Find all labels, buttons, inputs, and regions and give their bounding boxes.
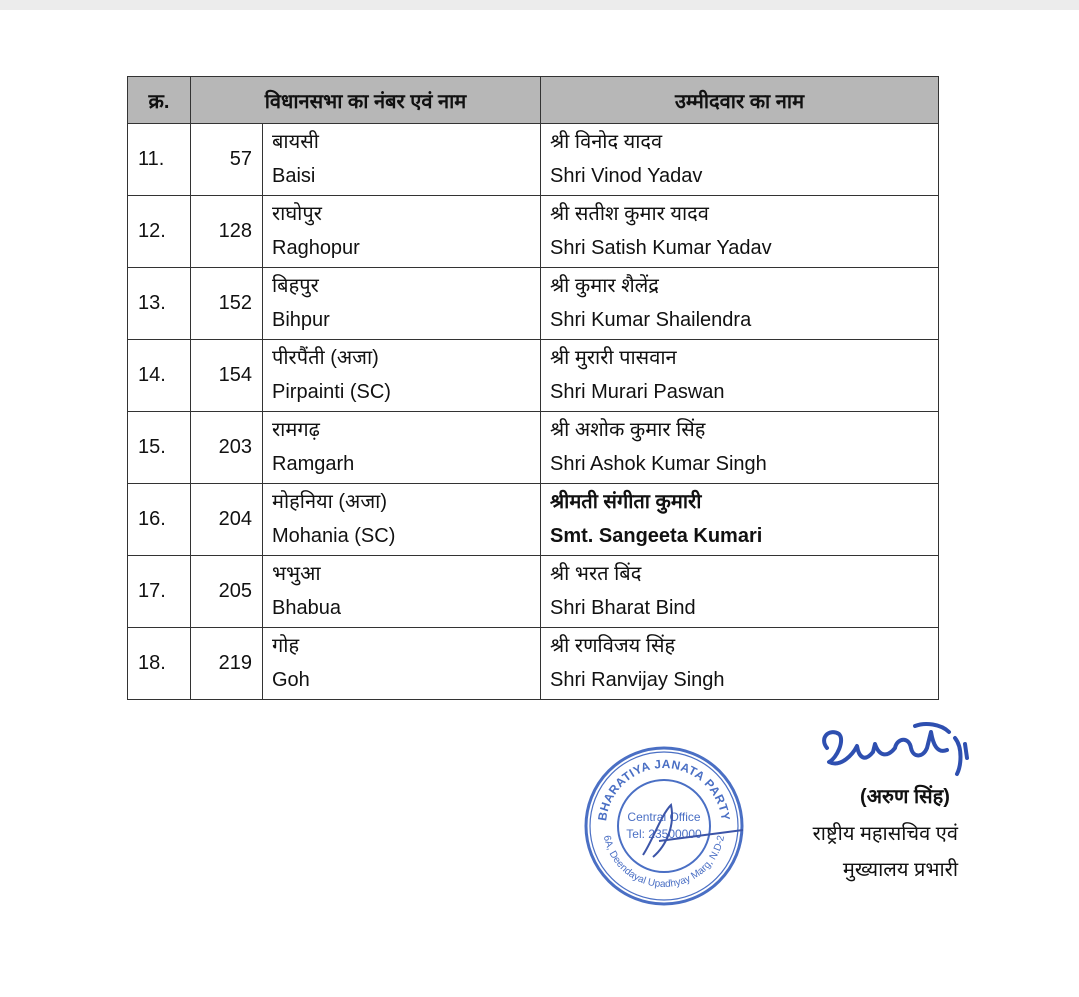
table-row [128,196,939,268]
candidate-name-cell [541,124,939,196]
serial-cell: 12. [128,196,191,268]
table-row [128,484,939,556]
constituency-name-cell [263,196,541,268]
constituency-name-hindi: राघोपुर [272,202,322,225]
constituency-name-english: Baisi [272,164,316,187]
constituency-number-cell: 128 [191,196,263,268]
serial-cell: 14. [128,340,191,412]
header-constituency: विधानसभा का नंबर एवं नाम [191,77,541,124]
constituency-name-cell [263,628,541,700]
candidate-name-hindi: श्री मुरारी पासवान [550,346,677,369]
constituency-name-english: Ramgarh [272,452,355,475]
constituency-name-hindi: रामगढ़ [272,418,320,441]
constituency-name-hindi: बिहपुर [272,274,319,297]
candidate-name-cell [541,340,939,412]
constituency-name-english: Mohania (SC) [272,524,396,547]
candidate-name-english: Shri Satish Kumar Yadav [550,236,772,259]
candidate-name-english: Shri Vinod Yadav [550,164,703,187]
stamp-center-line2: Tel: 23500000 [626,827,702,841]
constituency-name-english: Pirpainti (SC) [272,380,391,403]
candidate-name-cell [541,628,939,700]
table-row [128,556,939,628]
serial-cell: 16. [128,484,191,556]
stamp-bottom-text: 6A, Deendayal Upadhyay Marg, N.D-2 [600,834,728,891]
candidate-name-hindi: श्री विनोद यादव [550,130,663,153]
stamp-center-line1: Central Office [627,810,701,824]
serial-cell: 17. [128,556,191,628]
candidate-name-cell [541,412,939,484]
candidate-name-cell [541,484,939,556]
stamp-top-text: BHARATIYA JANATA PARTY [595,756,733,822]
constituency-name-cell [263,412,541,484]
candidate-name-hindi: श्री कुमार शैलेंद्र [550,274,659,297]
constituency-name-english: Bihpur [272,308,330,331]
table-row [128,268,939,340]
constituency-name-cell [263,484,541,556]
candidate-name-hindi: श्री अशोक कुमार सिंह [550,418,706,441]
constituency-name-cell [263,556,541,628]
constituency-number-cell: 219 [191,628,263,700]
constituency-name-hindi: मोहनिया (अजा) [272,490,387,513]
candidate-name-hindi: श्रीमती संगीता कुमारी [550,490,702,513]
constituency-number-cell: 152 [191,268,263,340]
table-row [128,340,939,412]
candidate-name-english: Shri Ashok Kumar Singh [550,452,767,475]
table-header-row [128,77,939,124]
header-candidate: उम्मीदवार का नाम [541,77,939,124]
constituency-name-cell [263,268,541,340]
signatory-title [760,816,958,888]
table-row [128,124,939,196]
candidate-name-hindi: श्री भरत बिंद [550,562,642,585]
signatory-name: (अरुण सिंह) [860,786,950,808]
constituency-name-hindi: भभुआ [272,562,321,585]
constituency-name-english: Goh [272,668,310,691]
constituency-number-cell: 205 [191,556,263,628]
constituency-number-cell: 204 [191,484,263,556]
candidate-name-hindi: श्री रणविजय सिंह [550,634,676,657]
constituency-number-cell: 154 [191,340,263,412]
candidate-table [127,76,939,700]
candidate-name-english: Shri Bharat Bind [550,596,696,619]
handwritten-signature [815,718,973,790]
candidate-name-english: Smt. Sangeeta Kumari [550,524,763,547]
constituency-name-hindi: गोह [272,634,300,657]
table-row [128,412,939,484]
party-office-stamp [583,745,745,907]
constituency-name-cell [263,340,541,412]
candidate-name-hindi: श्री सतीश कुमार यादव [550,202,709,225]
signatory-title-line2: मुख्यालय प्रभारी [842,859,958,881]
constituency-name-hindi: पीरपैंती (अजा) [272,346,379,369]
constituency-name-hindi: बायसी [272,130,319,153]
serial-cell: 18. [128,628,191,700]
candidate-name-cell [541,196,939,268]
serial-cell: 15. [128,412,191,484]
candidate-name-cell [541,268,939,340]
top-edge-strip [0,0,1079,10]
candidate-name-english: Shri Kumar Shailendra [550,308,752,331]
candidate-name-english: Shri Ranvijay Singh [550,668,725,691]
serial-cell: 13. [128,268,191,340]
candidate-name-cell [541,556,939,628]
header-serial: क्र. [128,77,191,124]
constituency-number-cell: 203 [191,412,263,484]
table-row [128,628,939,700]
signatory-title-line1: राष्ट्रीय महासचिव एवं [812,823,958,845]
constituency-number-cell: 57 [191,124,263,196]
constituency-name-english: Bhabua [272,596,341,619]
constituency-name-english: Raghopur [272,236,360,259]
constituency-name-cell [263,124,541,196]
candidate-name-english: Shri Murari Paswan [550,380,725,403]
serial-cell: 11. [128,124,191,196]
